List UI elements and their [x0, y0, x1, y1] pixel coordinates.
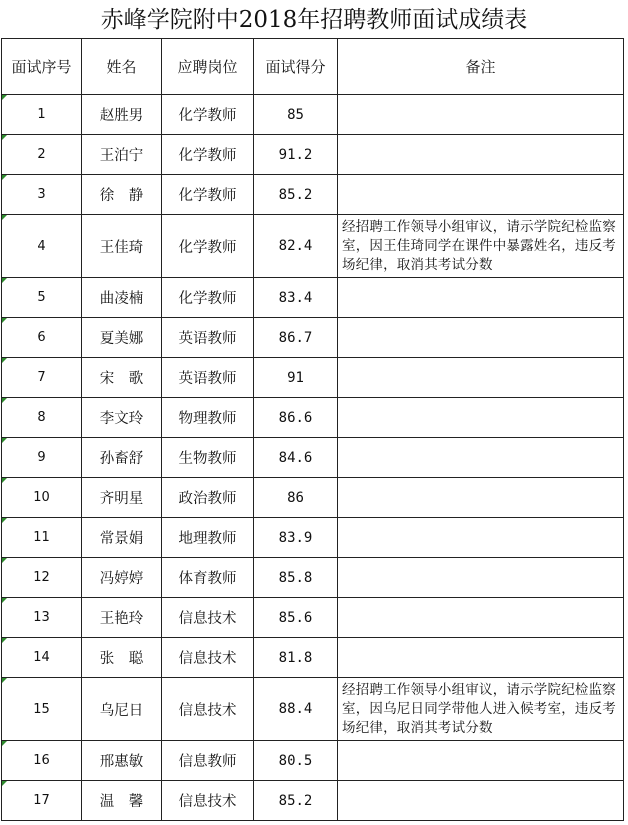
row-score: 86.7: [254, 318, 338, 358]
header-no: 面试序号: [2, 39, 82, 95]
row-position: 化学教师: [162, 215, 254, 278]
row-remark: [338, 135, 624, 175]
row-number: 9: [2, 438, 82, 478]
table-row: [2, 175, 624, 215]
row-score: 85.6: [254, 598, 338, 638]
row-position: 化学教师: [162, 278, 254, 318]
row-name: 王艳玲: [82, 598, 162, 638]
row-remark: [338, 781, 624, 821]
row-position: 物理教师: [162, 398, 254, 438]
row-remark: [338, 478, 624, 518]
row-number: 14: [2, 638, 82, 678]
row-name: 邢惠敏: [82, 741, 162, 781]
table-row: [2, 558, 624, 598]
row-score: 81.8: [254, 638, 338, 678]
table-row: [2, 438, 624, 478]
row-position: 英语教师: [162, 318, 254, 358]
row-remark: 经招聘工作领导小组审议，请示学院纪检监察室，因王佳琦同学在课件中暴露姓名，违反考场纪律，取消其考试分数: [338, 215, 624, 278]
table-row: [2, 781, 624, 821]
row-name: 常景娟: [82, 518, 162, 558]
row-name: 王泊宁: [82, 135, 162, 175]
table-row: [2, 638, 624, 678]
row-position: 政治教师: [162, 478, 254, 518]
row-position: 信息技术: [162, 638, 254, 678]
row-name: 温 馨: [82, 781, 162, 821]
row-remark: [338, 95, 624, 135]
row-name: 夏美娜: [82, 318, 162, 358]
row-remark: [338, 518, 624, 558]
row-number: 17: [2, 781, 82, 821]
row-name: 孙畜舒: [82, 438, 162, 478]
row-number: 4: [2, 215, 82, 278]
row-score: 83.9: [254, 518, 338, 558]
row-name: 王佳琦: [82, 215, 162, 278]
row-number: 5: [2, 278, 82, 318]
row-score: 91: [254, 358, 338, 398]
table-header-row: [2, 39, 624, 95]
row-position: 信息技术: [162, 781, 254, 821]
row-number: 11: [2, 518, 82, 558]
row-remark: [338, 175, 624, 215]
row-remark: [338, 318, 624, 358]
row-name: 李文玲: [82, 398, 162, 438]
row-remark: [338, 558, 624, 598]
row-position: 英语教师: [162, 358, 254, 398]
row-remark: [338, 741, 624, 781]
page-title: 赤峰学院附中2018年招聘教师面试成绩表: [100, 7, 528, 33]
row-remark: [338, 398, 624, 438]
row-position: 化学教师: [162, 135, 254, 175]
row-name: 赵胜男: [82, 95, 162, 135]
row-name: 曲凌楠: [82, 278, 162, 318]
header-position: 应聘岗位: [162, 39, 254, 95]
row-number: 10: [2, 478, 82, 518]
row-score: 80.5: [254, 741, 338, 781]
row-position: 生物教师: [162, 438, 254, 478]
table-row: [2, 318, 624, 358]
table-row: [2, 398, 624, 438]
row-score: 91.2: [254, 135, 338, 175]
table-row: [2, 518, 624, 558]
row-number: 12: [2, 558, 82, 598]
row-remark: [338, 278, 624, 318]
row-name: 乌尼日: [82, 678, 162, 741]
row-number: 16: [2, 741, 82, 781]
header-name: 姓名: [82, 39, 162, 95]
row-number: 1: [2, 95, 82, 135]
row-score: 86.6: [254, 398, 338, 438]
row-remark: [338, 598, 624, 638]
table-row: [2, 135, 624, 175]
row-name: 宋 歌: [82, 358, 162, 398]
table-row: [2, 215, 624, 278]
table-row: [2, 478, 624, 518]
header-remark: 备注: [338, 39, 624, 95]
row-score: 82.4: [254, 215, 338, 278]
row-position: 信息技术: [162, 678, 254, 741]
row-number: 2: [2, 135, 82, 175]
row-name: 张 聪: [82, 638, 162, 678]
row-position: 体育教师: [162, 558, 254, 598]
row-score: 88.4: [254, 678, 338, 741]
row-remark: [338, 358, 624, 398]
table-row: [2, 678, 624, 741]
row-number: 3: [2, 175, 82, 215]
row-score: 86: [254, 478, 338, 518]
row-name: 冯婷婷: [82, 558, 162, 598]
table-row: [2, 95, 624, 135]
row-position: 化学教师: [162, 95, 254, 135]
row-position: 信息技术: [162, 598, 254, 638]
row-score: 85.8: [254, 558, 338, 598]
table-row: [2, 741, 624, 781]
row-score: 84.6: [254, 438, 338, 478]
row-remark: [338, 438, 624, 478]
table-row: [2, 358, 624, 398]
row-number: 13: [2, 598, 82, 638]
row-position: 地理教师: [162, 518, 254, 558]
row-name: 徐 静: [82, 175, 162, 215]
score-table: [1, 38, 624, 821]
row-score: 85: [254, 95, 338, 135]
header-score: 面试得分: [254, 39, 338, 95]
row-number: 8: [2, 398, 82, 438]
table-row: [2, 598, 624, 638]
row-number: 7: [2, 358, 82, 398]
row-score: 85.2: [254, 781, 338, 821]
row-number: 15: [2, 678, 82, 741]
row-remark: 经招聘工作领导小组审议，请示学院纪检监察室，因乌尼日同学带他人进入候考室，违反考场纪律，取消其考试分数: [338, 678, 624, 741]
row-position: 信息教师: [162, 741, 254, 781]
row-number: 6: [2, 318, 82, 358]
row-remark: [338, 638, 624, 678]
row-score: 83.4: [254, 278, 338, 318]
row-position: 化学教师: [162, 175, 254, 215]
table-body: [2, 95, 624, 821]
table-row: [2, 278, 624, 318]
row-name: 齐明星: [82, 478, 162, 518]
row-score: 85.2: [254, 175, 338, 215]
